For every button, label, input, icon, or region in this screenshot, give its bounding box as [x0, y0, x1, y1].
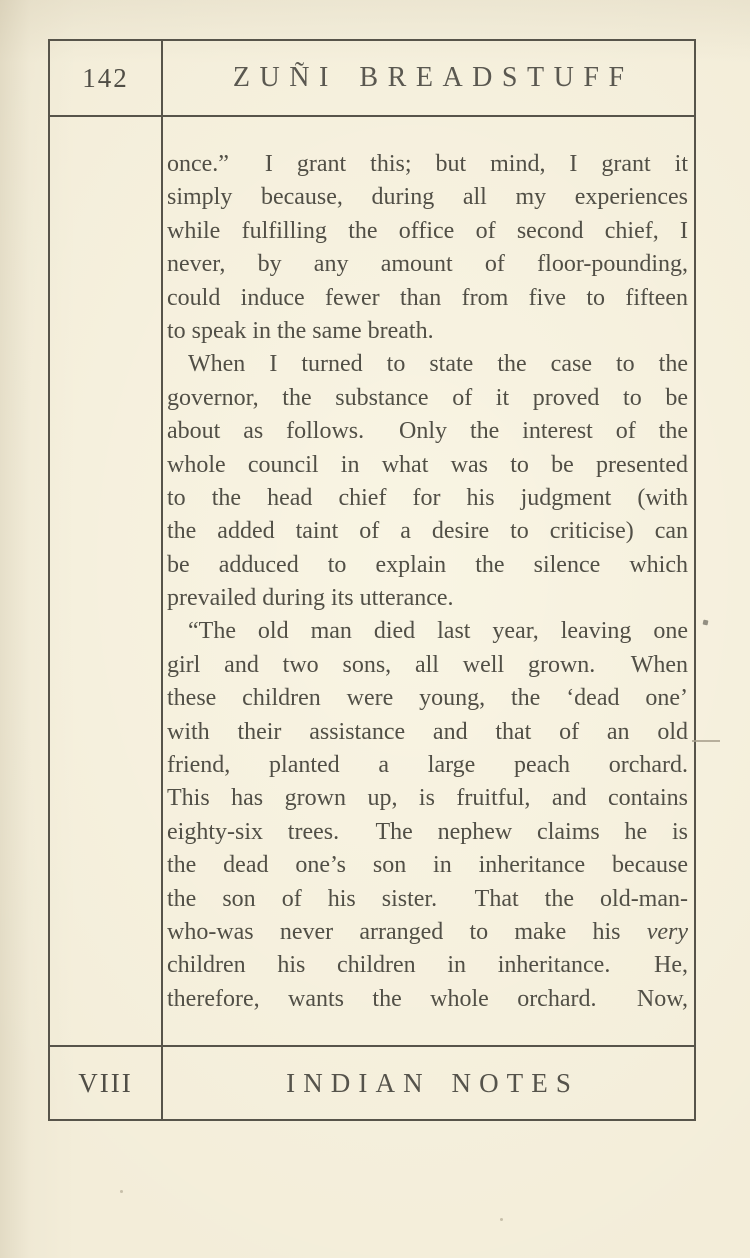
text-line: while fulfilling the office of second chief, I: [167, 217, 688, 244]
text-line: girl and two sons, all well grown. When: [167, 651, 688, 678]
text-line: the dead one’s son in inheritance because: [167, 852, 688, 879]
page-number: 142: [82, 62, 129, 93]
text-line: the son of his sister. That the old-man-: [167, 885, 688, 912]
scan-mark-dash: [692, 740, 720, 742]
text-line: “The old man died last year, leaving one: [188, 618, 688, 645]
text-line: about as follows. Only the interest of the: [167, 418, 688, 445]
text-line: eighty-six trees. The nephew claims he is: [167, 818, 688, 845]
text-line: prevailed during its utterance.: [167, 585, 454, 612]
running-title: ZUÑI BREADSTUFF: [232, 62, 634, 93]
body-text: [167, 148, 688, 1016]
header-page-number-cell: [50, 41, 161, 115]
text-line: to speak in the same breath.: [167, 317, 434, 344]
text-line: This has grown up, is fruitful, and contains: [167, 785, 688, 812]
text-line: who-was never arranged to make his very: [167, 918, 688, 945]
text-line: governor, the substance of it proved to be: [167, 384, 688, 411]
header-title-cell: [163, 41, 694, 115]
footer-volume-cell: [50, 1047, 161, 1119]
column-divider-rule: [161, 41, 163, 1119]
series-title: INDIAN NOTES: [286, 1067, 579, 1098]
volume-number: VIII: [78, 1067, 133, 1098]
text-line: the added taint of a desire to criticise) can: [167, 518, 688, 545]
footer-series-cell: [163, 1047, 694, 1119]
text-line: these children were young, the ‘dead one’: [167, 685, 688, 712]
text-line: never, by any amount of floor-pounding,: [167, 251, 688, 278]
text-line: therefore, wants the whole orchard. Now,: [167, 985, 688, 1012]
page-frame: [48, 39, 696, 1121]
text-line: simply because, during all my experiences: [167, 184, 688, 211]
text-line: once.” I grant this; but mind, I grant it: [167, 151, 688, 177]
paper-speck: [120, 1190, 123, 1193]
paper-speck: [500, 1218, 503, 1221]
ink-speck: [703, 620, 709, 626]
text-line: to the head chief for his judgment (with: [167, 484, 688, 511]
text-line: be adduced to explain the silence which: [167, 551, 688, 578]
text-line: When I turned to state the case to the: [188, 351, 688, 378]
text-line: friend, planted a large peach orchard.: [167, 752, 688, 779]
text-line: children his children in inheritance. He,: [167, 952, 688, 979]
text-line: whole council in what was to be presented: [167, 451, 688, 478]
text-line: with their assistance and that of an old: [167, 718, 688, 745]
header-rule: [50, 115, 694, 117]
text-line: could induce fewer than from five to fifteen: [167, 284, 688, 311]
